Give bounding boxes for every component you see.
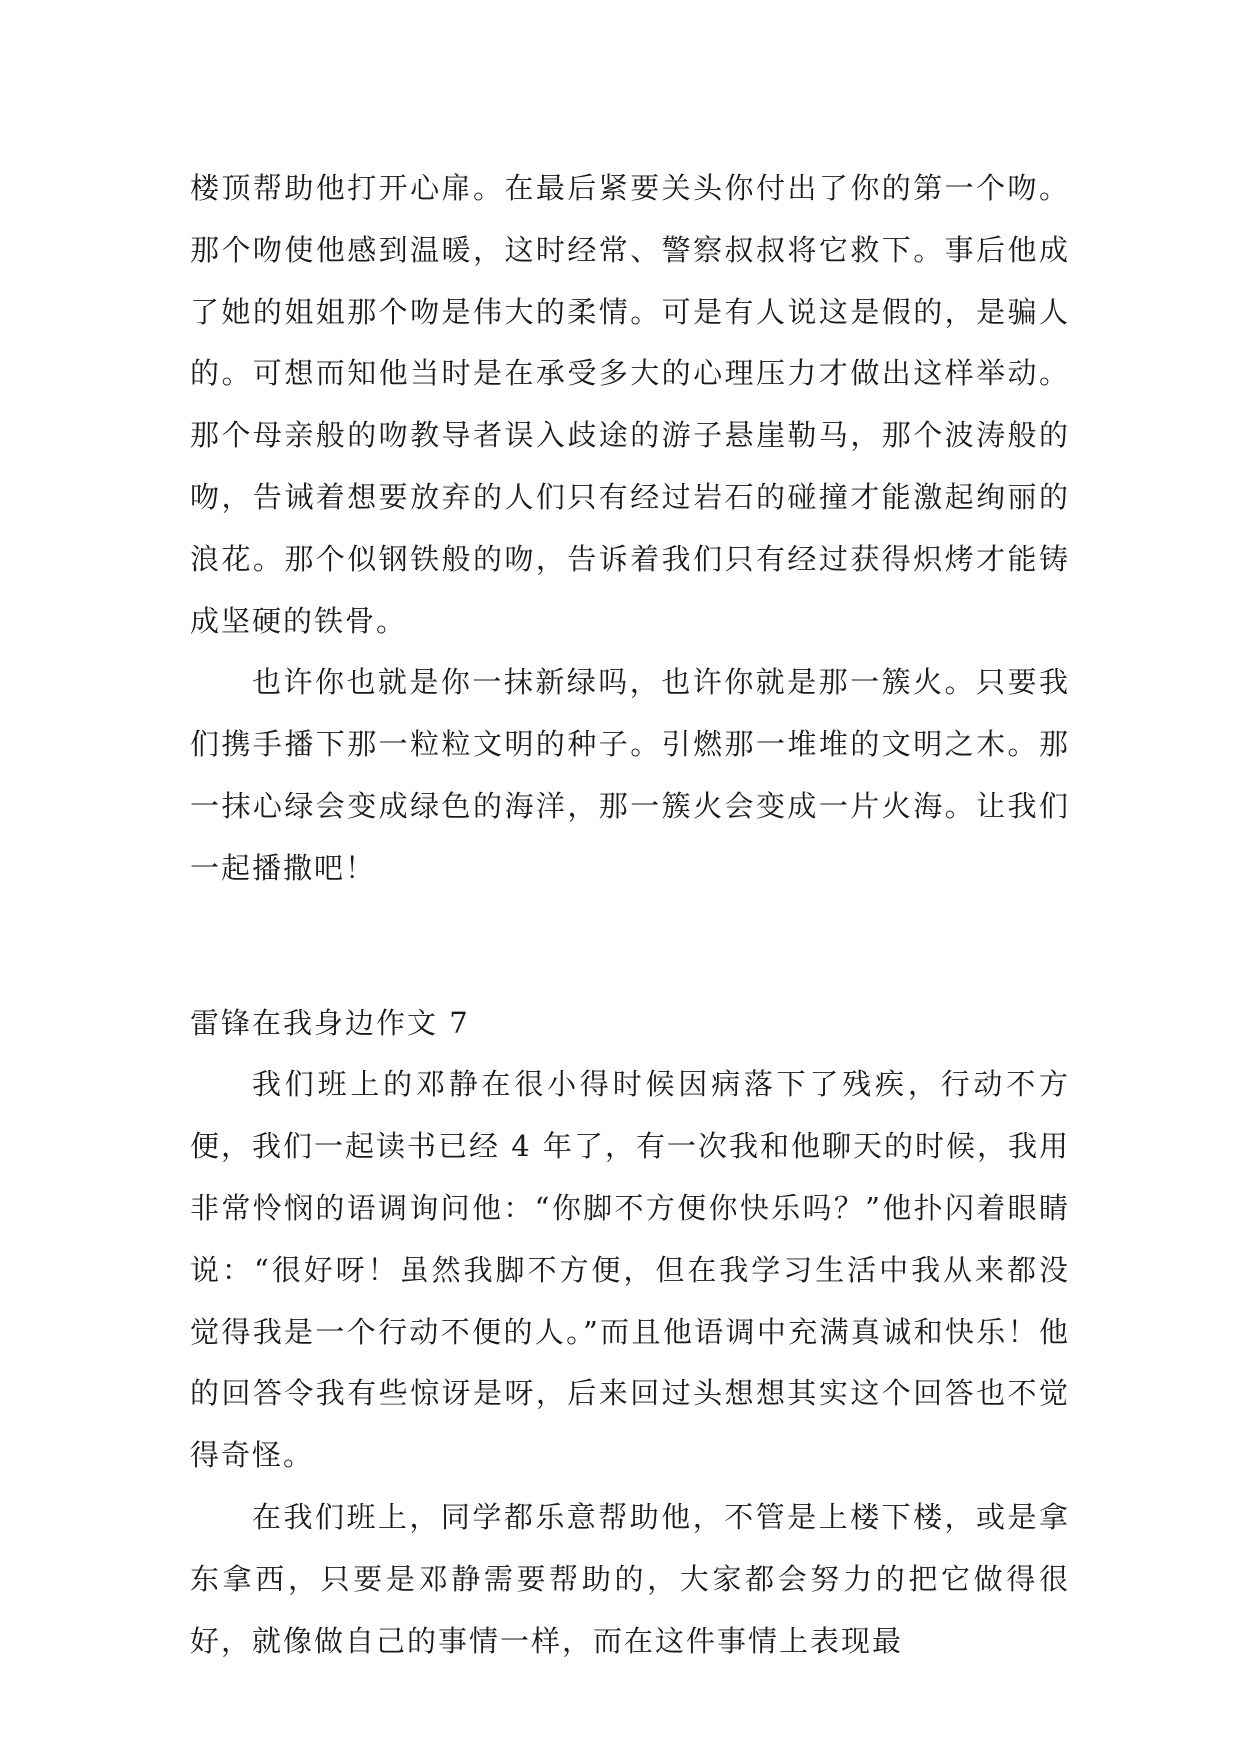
paragraph-class-help: 在我们班上，同学都乐意帮助他，不管是上楼下楼，或是拿东拿西，只要是邓静需要帮助的，大家都会努力的把它做得很好，就像做自己的事情一样，而在这件事情上表现最 (190, 1499, 1070, 1658)
paragraph-continuation: 楼顶帮助他打开心扉。在最后紧要关头你付出了你的第一个吻。那个吻使他感到温暖，这时经常、警察叔叔将它救下。事后他成了她的姐姐那个吻是伟大的柔情。可是有人说这是假的，是骗人的。可想而知他当时是在承受多大的心理压力才做出这样举动。那个母亲般的吻教导者误入歧途的游子悬崖勒马，那个波涛般的吻，告诫着想要放弃的人们只有经过岩石的碰撞才能激起绚丽的浪花。那个似钢铁般的吻，告诉着我们只有经过获得炽烤才能铸成坚硬的铁骨。 (190, 171, 1070, 638)
document-body (190, 158, 1070, 1672)
paragraph-closing: 也许你也就是你一抹新绿吗，也许你就是那一簇火。只要我们携手播下那一粒粒文明的种子。引燃那一堆堆的文明之木。那一抹心绿会变成绿色的海洋，那一簇火会变成一片火海。让我们一起播撒吧！ (190, 665, 1070, 885)
paragraph-story-intro: 我们班上的邓静在很小得时候因病落下了残疾，行动不方便，我们一起读书已经 4 年了，有一次我和他聊天的时候，我用非常怜悯的语调询问他：“你脚不方便你快乐吗？”他扑闪着眼睛说：“很好呀！虽然我脚不方便，但在我学习生活中我从来都没觉得我是一个行动不便的人。”而且他语调中充满真诚和快乐！他的回答令我有些惊讶是呀，后来回过头想想其实这个回答也不觉得奇怪。 (190, 1067, 1070, 1473)
section-title: 雷锋在我身边作文 7 (190, 1005, 470, 1040)
section-gap (190, 900, 1070, 993)
